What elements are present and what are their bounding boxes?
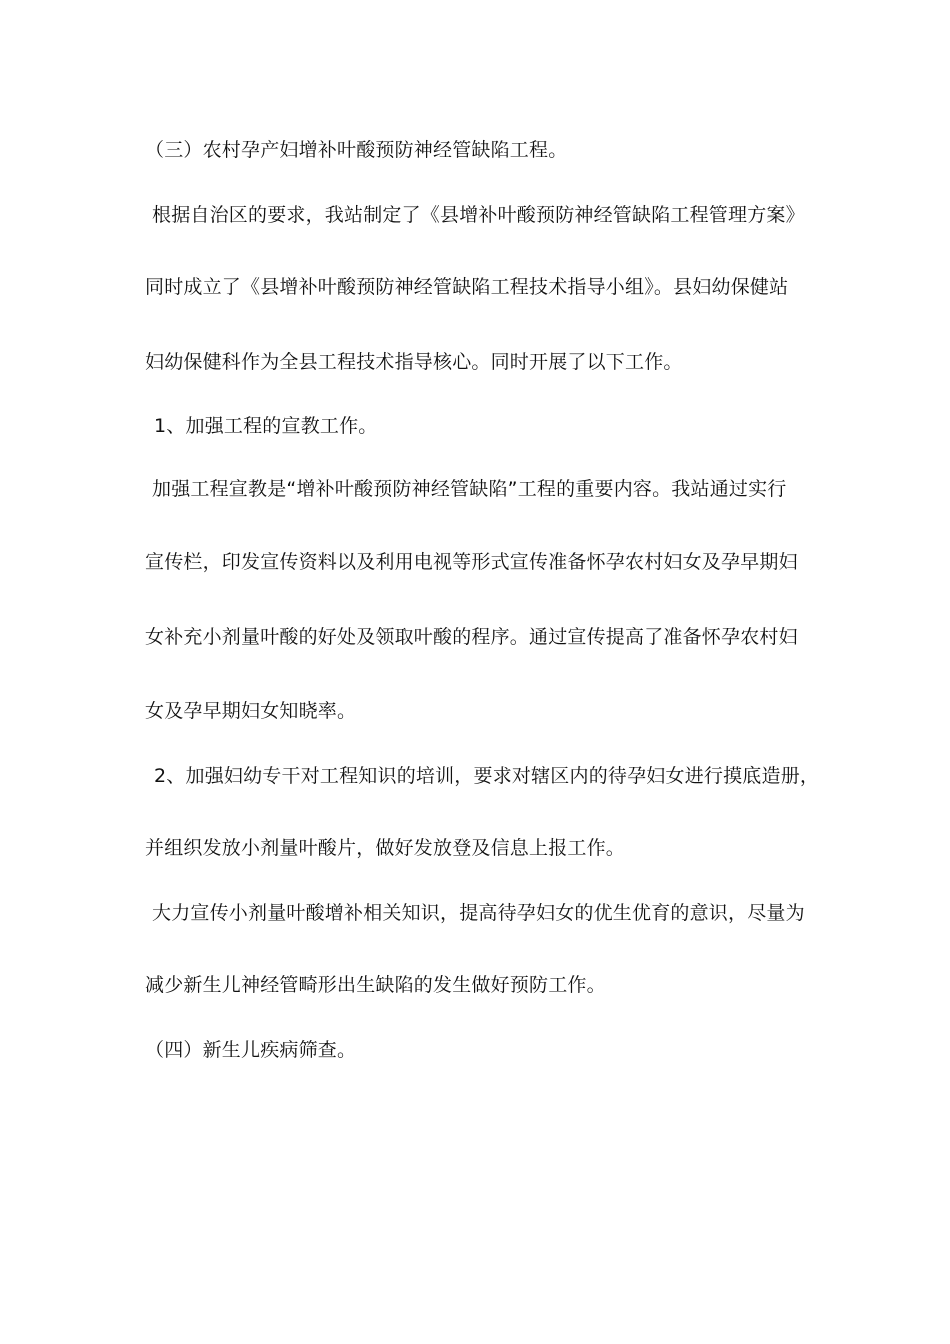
paragraph-line: 同时成立了《县增补叶酸预防神经管缺陷工程技术指导小组》。县妇幼保健站 (145, 276, 789, 298)
paragraph-line: 根据自治区的要求，我站制定了《县增补叶酸预防神经管缺陷工程管理方案》 (152, 204, 805, 226)
numbered-item-heading: 2、加强妇幼专干对工程知识的培训，要求对辖区内的待孕妇女进行摸底造册， (154, 765, 820, 787)
paragraph-line: 加强工程宣教是“增补叶酸预防神经管缺陷”工程的重要内容。我站通过实行 (152, 478, 787, 500)
paragraph-line: 妇幼保健科作为全县工程技术指导核心。同时开展了以下工作。 (145, 351, 683, 373)
numbered-item-heading: 1、加强工程的宣教工作。 (154, 415, 378, 437)
paragraph-line: 大力宣传小剂量叶酸增补相关知识，提高待孕妇女的优生优育的意识，尽量为 (152, 902, 805, 924)
section-heading-four: （四）新生儿疾病筛查。 (145, 1039, 357, 1061)
paragraph-line: 并组织发放小剂量叶酸片，做好发放登及信息上报工作。 (145, 837, 626, 859)
paragraph-line: 女及孕早期妇女知晓率。 (145, 700, 357, 722)
paragraph-line: 女补充小剂量叶酸的好处及领取叶酸的程序。通过宣传提高了准备怀孕农村妇 (145, 626, 798, 648)
section-heading-three: （三）农村孕产妇增补叶酸预防神经管缺陷工程。 (145, 139, 568, 161)
paragraph-line: 宣传栏，印发宣传资料以及利用电视等形式宣传准备怀孕农村妇女及孕早期妇 (145, 551, 798, 573)
paragraph-line: 减少新生儿神经管畸形出生缺陷的发生做好预防工作。 (145, 974, 606, 996)
